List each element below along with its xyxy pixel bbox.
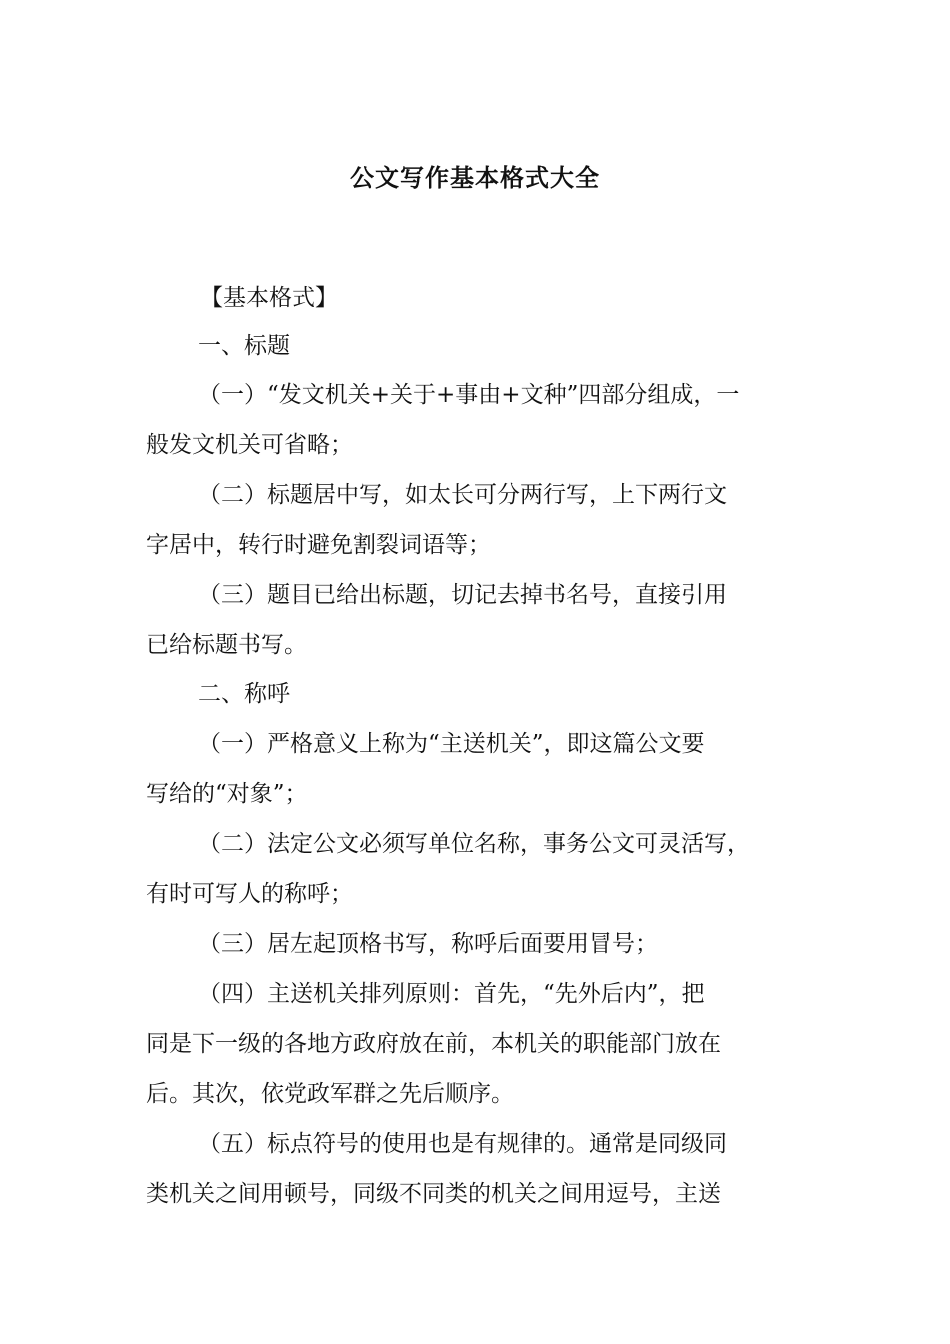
paragraph-line: （一）“发文机关+关于+事由+文种”四部分组成，一 [198,382,740,408]
paragraph-line: （一）严格意义上称为“主送机关”，即这篇公文要 [198,731,705,757]
paragraph-line: （二）标题居中写，如太长可分两行写，上下两行文 [198,482,727,508]
paragraph-line: （二）法定公文必须写单位名称，事务公文可灵活写， [198,831,750,857]
paragraph-line: （五）标点符号的使用也是有规律的。通常是同级同 [198,1131,727,1157]
section-heading-salutation: 二、称呼 [198,681,290,707]
paragraph-line: 字居中，转行时避免割裂词语等； [146,532,491,558]
section-heading-title: 一、标题 [198,333,290,359]
paragraph-line: 后。其次，依党政军群之先后顺序。 [146,1081,514,1107]
paragraph-line: 般发文机关可省略； [146,432,353,458]
section-heading-basic-format: 【基本格式】 [200,285,338,311]
paragraph-line: 写给的“对象”； [146,781,308,807]
document-title: 公文写作基本格式大全 [350,163,600,192]
paragraph-line: 已给标题书写。 [146,632,307,658]
paragraph-line: 同是下一级的各地方政府放在前，本机关的职能部门放在 [146,1031,721,1057]
paragraph-line: 有时可写人的称呼； [146,881,353,907]
paragraph-line: （四）主送机关排列原则：首先，“先外后内”，把 [198,981,705,1007]
paragraph-line: （三）居左起顶格书写，称呼后面要用冒号； [198,931,658,957]
paragraph-line: （三）题目已给出标题，切记去掉书名号，直接引用 [198,582,727,608]
paragraph-line: 类机关之间用顿号，同级不同类的机关之间用逗号，主送 [146,1181,721,1207]
